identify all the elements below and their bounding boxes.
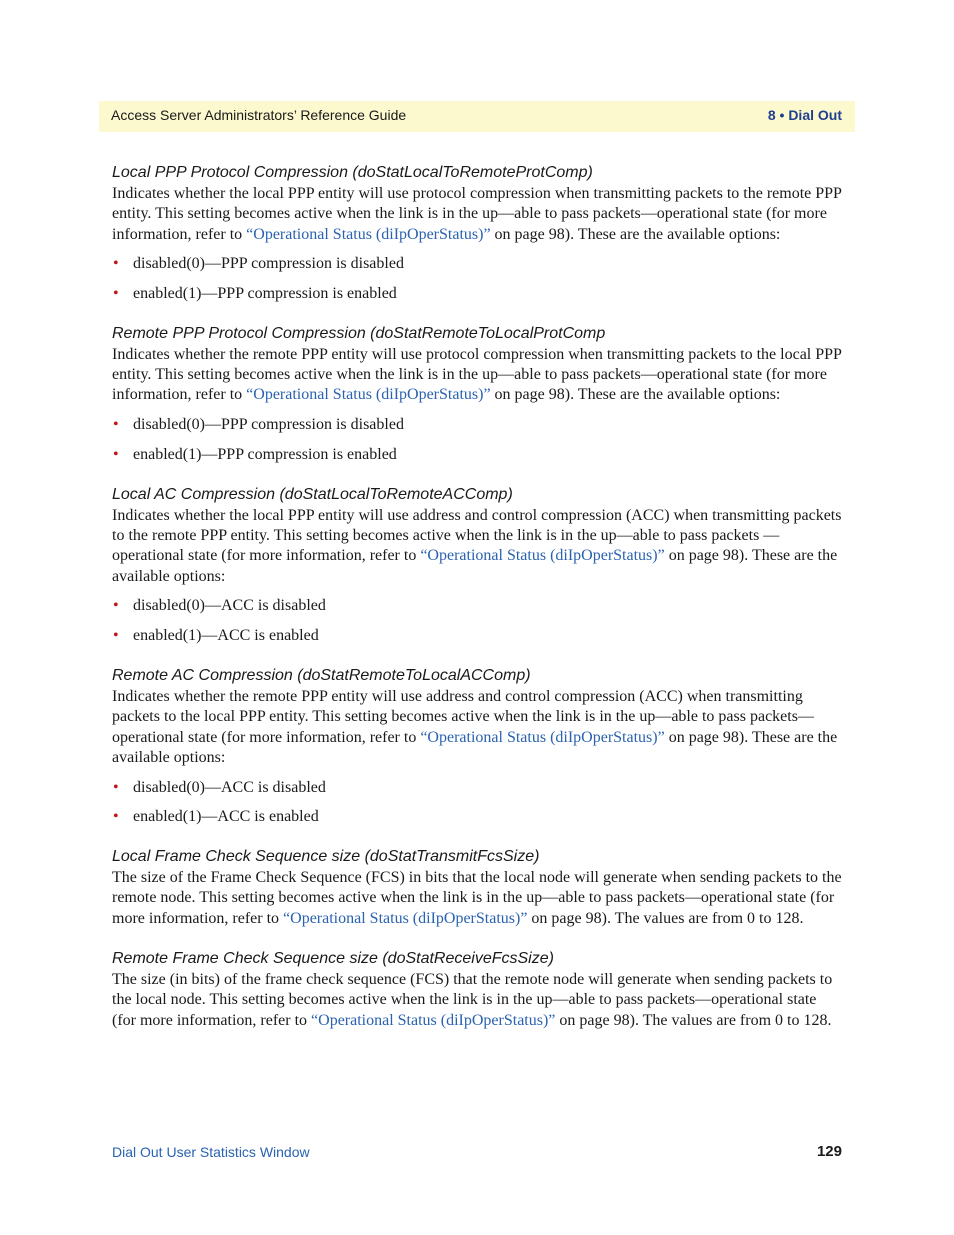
section-local-ac-compression (112, 484, 842, 646)
option-text: disabled(0)—PPP compression is disabled (133, 416, 404, 434)
options-list (112, 778, 842, 828)
bullet-icon: • (113, 778, 119, 796)
option-text: disabled(0)—ACC is disabled (133, 597, 326, 615)
list-item (112, 626, 842, 646)
bullet-icon: • (113, 416, 119, 434)
paragraph-text: on page 98). These are the available options: (490, 225, 781, 243)
section-local-ppp-compression (112, 162, 842, 304)
paragraph-text: Indicates whether the local PPP entity will use address and control compression (ACC) when transmitting packets to the remote PPP entity. This setting becomes active when the link is in the up—able to pass packets —operational state (for more information, refer to (112, 506, 842, 565)
bullet-icon: • (113, 445, 119, 463)
section-remote-fcs-size (112, 948, 842, 1031)
section-paragraph (112, 184, 842, 245)
operational-status-link[interactable]: “Operational Status (diIpOperStatus)” (283, 909, 528, 927)
list-item (112, 807, 842, 827)
operational-status-link[interactable]: “Operational Status (diIpOperStatus)” (246, 225, 491, 243)
bullet-icon: • (113, 626, 119, 644)
paragraph-text: on page 98). These are the available options: (112, 547, 838, 585)
section-remote-ppp-compression (112, 323, 842, 465)
paragraph-text: on page 98). The values are from 0 to 128. (555, 1011, 832, 1029)
chapter-label: 8 • Dial Out (767, 107, 842, 123)
options-list (112, 596, 842, 646)
section-paragraph (112, 345, 842, 406)
paragraph-text: on page 98). The values are from 0 to 128. (527, 909, 804, 927)
footer-section-name: Dial Out User Statistics Window (112, 1144, 310, 1160)
section-paragraph (112, 687, 842, 768)
guide-title: Access Server Administrators’ Reference Guide (111, 107, 407, 123)
operational-status-link[interactable]: “Operational Status (diIpOperStatus)” (420, 547, 665, 565)
paragraph-text: The size (in bits) of the frame check sequence (FCS) that the remote node will generate when sending packets to the local node. This setting becomes active when the link is in the up—able to pass packets—operational state (for more information, refer to (112, 971, 833, 1029)
list-item (112, 445, 842, 465)
section-remote-ac-compression (112, 665, 842, 827)
section-heading: Local AC Compression (doStatLocalToRemoteACComp) (112, 485, 513, 503)
operational-status-link[interactable]: “Operational Status (diIpOperStatus)” (246, 386, 491, 404)
paragraph-text: Indicates whether the remote PPP entity will use address and control compression (ACC) when transmitting packets to the local PPP entity. This setting becomes active when the link is in the up—able to pass packets—operational state (for more information, refer to (112, 687, 814, 746)
section-local-fcs-size (112, 846, 842, 929)
option-text: enabled(1)—PPP compression is enabled (133, 445, 397, 463)
bullet-icon: • (113, 597, 119, 615)
list-item (112, 254, 842, 274)
bullet-icon: • (113, 255, 119, 273)
paragraph-text: on page 98). These are the available options: (112, 728, 838, 766)
section-heading: Local Frame Check Sequence size (doStatTransmitFcsSize) (112, 848, 540, 866)
page-header (99, 101, 855, 132)
section-paragraph (112, 506, 842, 587)
section-heading: Remote PPP Protocol Compression (doStatRemoteToLocalProtComp (112, 324, 606, 342)
option-text: enabled(1)—PPP compression is enabled (133, 284, 397, 302)
paragraph-text: The size of the Frame Check Sequence (FCS) in bits that the local node will generate when sending packets to the remote node. This setting becomes active when the link is in the up—able to pass packets—operational state (for more information, refer to (112, 869, 842, 927)
option-text: enabled(1)—ACC is enabled (133, 626, 319, 644)
bullet-icon: • (113, 808, 119, 826)
list-item (112, 284, 842, 304)
paragraph-text: Indicates whether the local PPP entity will use protocol compression when transmitting packets to the remote PPP entity. This setting becomes active when the link is in the up—able to pass packets—operational state (for more information, refer to (112, 185, 842, 243)
list-item (112, 596, 842, 616)
page-number: 129 (816, 1143, 842, 1160)
bullet-icon: • (113, 284, 119, 302)
list-item (112, 778, 842, 798)
options-list (112, 415, 842, 465)
option-text: disabled(0)—PPP compression is disabled (133, 255, 404, 273)
option-text: disabled(0)—ACC is disabled (133, 778, 326, 796)
section-paragraph (112, 970, 842, 1031)
section-heading: Remote AC Compression (doStatRemoteToLocalACComp) (112, 666, 531, 684)
section-heading: Remote Frame Check Sequence size (doStatReceiveFcsSize) (112, 950, 554, 968)
options-list (112, 254, 842, 304)
paragraph-text: on page 98). These are the available options: (490, 386, 781, 404)
paragraph-text: Indicates whether the remote PPP entity will use protocol compression when transmitting packets to the local PPP entity. This setting becomes active when the link is in the up—able to pass packets—operational state (for more information, refer to (112, 345, 842, 404)
section-heading: Local PPP Protocol Compression (doStatLocalToRemoteProtComp) (112, 164, 593, 181)
operational-status-link[interactable]: “Operational Status (diIpOperStatus)” (420, 728, 665, 746)
list-item (112, 415, 842, 435)
section-paragraph (112, 868, 842, 929)
option-text: enabled(1)—ACC is enabled (133, 808, 319, 826)
page-content (112, 162, 842, 1031)
operational-status-link[interactable]: “Operational Status (diIpOperStatus)” (311, 1011, 556, 1029)
